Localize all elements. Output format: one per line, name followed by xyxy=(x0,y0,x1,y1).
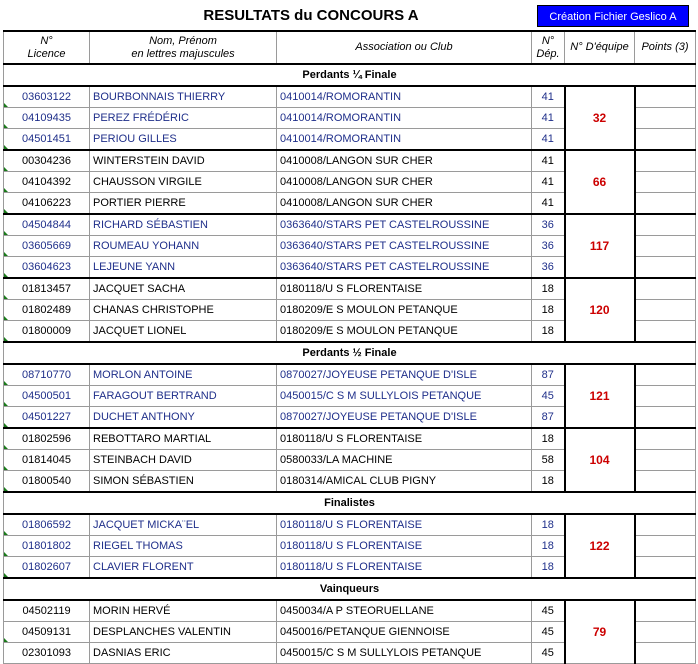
licence-cell[interactable] xyxy=(4,86,90,108)
points-cell[interactable] xyxy=(635,257,696,279)
points-cell[interactable] xyxy=(635,214,696,236)
cell-comment-marker-icon xyxy=(4,231,8,235)
licence-cell[interactable] xyxy=(4,129,90,151)
licence-value: 03603122 xyxy=(22,91,71,103)
club-cell[interactable]: 0180118/U S FLORENTAISE xyxy=(277,428,532,450)
player-name-cell[interactable]: DESPLANCHES VALENTIN xyxy=(90,622,277,643)
dep-cell[interactable]: 41 xyxy=(532,86,565,108)
licence-value: 04501451 xyxy=(22,133,71,145)
licence-cell[interactable] xyxy=(4,600,90,622)
points-cell[interactable] xyxy=(635,471,696,493)
points-cell[interactable] xyxy=(635,386,696,407)
licence-cell[interactable] xyxy=(4,193,90,215)
licence-value: 04509131 xyxy=(22,626,71,638)
player-name-cell[interactable]: JACQUET LIONEL xyxy=(90,321,277,343)
team-number-cell[interactable]: 117 xyxy=(565,214,635,278)
header-name xyxy=(90,31,277,64)
licence-cell[interactable] xyxy=(4,386,90,407)
points-cell[interactable] xyxy=(635,428,696,450)
club-cell[interactable]: 0410008/LANGON SUR CHER xyxy=(277,193,532,215)
player-name-cell[interactable]: STEINBACH DAVID xyxy=(90,450,277,471)
section-label: Perdants ¼ Finale xyxy=(4,64,696,86)
licence-cell[interactable] xyxy=(4,450,90,471)
licence-value: 04501227 xyxy=(22,411,71,423)
player-row xyxy=(4,364,696,386)
licence-value: 08710770 xyxy=(22,369,71,381)
licence-value: 00304236 xyxy=(22,155,71,167)
licence-value: 03604623 xyxy=(22,261,71,273)
dep-cell[interactable]: 41 xyxy=(532,172,565,193)
points-cell[interactable] xyxy=(635,364,696,386)
player-name-cell[interactable]: MORIN HERVÉ xyxy=(90,600,277,622)
points-cell[interactable] xyxy=(635,86,696,108)
licence-cell[interactable] xyxy=(4,428,90,450)
dep-cell[interactable]: 36 xyxy=(532,236,565,257)
licence-value: 01802489 xyxy=(22,304,71,316)
licence-cell[interactable] xyxy=(4,150,90,172)
licence-cell[interactable] xyxy=(4,236,90,257)
cell-comment-marker-icon xyxy=(4,423,8,427)
player-row xyxy=(4,514,696,536)
dep-cell[interactable]: 36 xyxy=(532,214,565,236)
header-dep-line2: Dép. xyxy=(536,47,560,60)
header-licence xyxy=(4,31,90,64)
dep-cell[interactable]: 18 xyxy=(532,557,565,579)
dep-cell[interactable]: 18 xyxy=(532,536,565,557)
points-cell[interactable] xyxy=(635,600,696,622)
club-cell[interactable]: 0180209/E S MOULON PETANQUE xyxy=(277,300,532,321)
team-number-cell[interactable]: 120 xyxy=(565,278,635,342)
licence-cell[interactable] xyxy=(4,257,90,279)
results-table xyxy=(3,30,696,664)
team-number-cell[interactable]: 104 xyxy=(565,428,635,492)
header-points: Points (3) xyxy=(635,31,696,64)
cell-comment-marker-icon xyxy=(4,381,8,385)
section-label: Perdants ½ Finale xyxy=(4,342,696,364)
points-cell[interactable] xyxy=(635,557,696,579)
player-name-cell[interactable]: CHAUSSON VIRGILE xyxy=(90,172,277,193)
licence-value: 01814045 xyxy=(22,454,71,466)
player-name-cell[interactable]: RICHARD SÉBASTIEN xyxy=(90,214,277,236)
section-header-row xyxy=(4,578,696,600)
licence-value: 02301093 xyxy=(22,647,71,659)
licence-cell[interactable] xyxy=(4,471,90,493)
licence-value: 01802607 xyxy=(22,561,71,573)
cell-comment-marker-icon xyxy=(4,316,8,320)
points-cell[interactable] xyxy=(635,536,696,557)
header-team: N° D'équipe xyxy=(565,31,635,64)
results-body xyxy=(4,64,696,664)
licence-cell[interactable] xyxy=(4,278,90,300)
dep-cell[interactable]: 41 xyxy=(532,150,565,172)
points-cell[interactable] xyxy=(635,407,696,429)
team-number-cell[interactable]: 79 xyxy=(565,600,635,664)
licence-value: 01800009 xyxy=(22,325,71,337)
dep-cell[interactable]: 18 xyxy=(532,428,565,450)
cell-comment-marker-icon xyxy=(4,167,8,171)
licence-cell[interactable] xyxy=(4,407,90,429)
club-cell[interactable]: 0450016/PETANQUE GIENNOISE xyxy=(277,622,532,643)
player-name-cell[interactable]: CHANAS CHRISTOPHE xyxy=(90,300,277,321)
header-dep xyxy=(532,31,565,64)
player-name-cell[interactable]: CLAVIER FLORENT xyxy=(90,557,277,579)
player-name-cell[interactable]: WINTERSTEIN DAVID xyxy=(90,150,277,172)
cell-comment-marker-icon xyxy=(4,188,8,192)
club-cell[interactable]: 0180118/U S FLORENTAISE xyxy=(277,557,532,579)
club-cell[interactable]: 0410008/LANGON SUR CHER xyxy=(277,150,532,172)
licence-value: 03605669 xyxy=(22,240,71,252)
licence-cell[interactable] xyxy=(4,364,90,386)
section-header-row xyxy=(4,492,696,514)
cell-comment-marker-icon xyxy=(4,638,8,642)
player-name-cell[interactable]: MORLON ANTOINE xyxy=(90,364,277,386)
licence-value: 04106223 xyxy=(22,197,71,209)
licence-cell[interactable] xyxy=(4,300,90,321)
cell-comment-marker-icon xyxy=(4,573,8,577)
points-cell[interactable] xyxy=(635,150,696,172)
licence-value: 04502119 xyxy=(22,605,71,617)
points-cell[interactable] xyxy=(635,450,696,471)
player-row xyxy=(4,86,696,108)
points-cell[interactable] xyxy=(635,278,696,300)
player-row xyxy=(4,214,696,236)
dep-cell[interactable]: 41 xyxy=(532,129,565,151)
player-name-cell[interactable]: PORTIER PIERRE xyxy=(90,193,277,215)
cell-comment-marker-icon xyxy=(4,124,8,128)
player-name-cell[interactable]: ROUMEAU YOHANN xyxy=(90,236,277,257)
licence-cell[interactable] xyxy=(4,536,90,557)
player-name-cell[interactable]: REBOTTARO MARTIAL xyxy=(90,428,277,450)
licence-cell[interactable] xyxy=(4,514,90,536)
team-number-cell[interactable]: 66 xyxy=(565,150,635,214)
club-cell[interactable]: 0410014/ROMORANTIN xyxy=(277,108,532,129)
dep-cell[interactable]: 41 xyxy=(532,193,565,215)
licence-cell[interactable] xyxy=(4,214,90,236)
points-cell[interactable] xyxy=(635,193,696,215)
club-cell[interactable]: 0180209/E S MOULON PETANQUE xyxy=(277,321,532,343)
team-number-cell[interactable]: 121 xyxy=(565,364,635,428)
licence-cell[interactable] xyxy=(4,321,90,343)
team-number-cell[interactable]: 122 xyxy=(565,514,635,578)
dep-cell[interactable]: 18 xyxy=(532,278,565,300)
dep-cell[interactable]: 45 xyxy=(532,600,565,622)
club-cell[interactable]: 0180118/U S FLORENTAISE xyxy=(277,514,532,536)
licence-value: 04109435 xyxy=(22,112,71,124)
club-cell[interactable]: 0450034/A P STEORUELLANE xyxy=(277,600,532,622)
player-name-cell[interactable]: RIEGEL THOMAS xyxy=(90,536,277,557)
points-cell[interactable] xyxy=(635,300,696,321)
cell-comment-marker-icon xyxy=(4,273,8,277)
licence-cell[interactable] xyxy=(4,172,90,193)
player-name-cell[interactable]: PERIOU GILLES xyxy=(90,129,277,151)
licence-value: 01806592 xyxy=(22,519,71,531)
dep-cell[interactable]: 18 xyxy=(532,321,565,343)
header-licence-line1: N° xyxy=(40,34,53,47)
dep-cell[interactable]: 87 xyxy=(532,407,565,429)
cell-comment-marker-icon xyxy=(4,402,8,406)
player-name-cell[interactable]: BOURBONNAIS THIERRY xyxy=(90,86,277,108)
dep-cell[interactable]: 58 xyxy=(532,450,565,471)
section-label: Finalistes xyxy=(4,492,696,514)
dep-cell[interactable]: 36 xyxy=(532,257,565,279)
club-cell[interactable]: 0450015/C S M SULLYLOIS PETANQUE xyxy=(277,643,532,664)
cell-comment-marker-icon xyxy=(4,295,8,299)
cell-comment-marker-icon xyxy=(4,209,8,213)
dep-cell[interactable]: 18 xyxy=(532,471,565,493)
licence-value: 04500501 xyxy=(22,390,71,402)
club-cell[interactable]: 0363640/STARS PET CASTELROUSSINE xyxy=(277,214,532,236)
points-cell[interactable] xyxy=(635,643,696,664)
player-name-cell[interactable]: DUCHET ANTHONY xyxy=(90,407,277,429)
club-cell[interactable]: 0180314/AMICAL CLUB PIGNY xyxy=(277,471,532,493)
cell-comment-marker-icon xyxy=(4,531,8,535)
dep-cell[interactable]: 45 xyxy=(532,386,565,407)
section-header-row xyxy=(4,342,696,364)
create-geslico-file-button[interactable]: Création Fichier Geslico A xyxy=(537,5,689,27)
player-name-cell[interactable]: DASNIAS ERIC xyxy=(90,643,277,664)
dep-cell[interactable]: 41 xyxy=(532,108,565,129)
points-cell[interactable] xyxy=(635,514,696,536)
header-dep-line1: N° xyxy=(541,34,555,47)
licence-cell[interactable] xyxy=(4,643,90,664)
player-name-cell[interactable]: JACQUET MICKA¨EL xyxy=(90,514,277,536)
licence-cell[interactable] xyxy=(4,108,90,129)
licence-value: 01800540 xyxy=(22,475,71,487)
cell-comment-marker-icon xyxy=(4,145,8,149)
club-cell[interactable]: 0870027/JOYEUSE PETANQUE D'ISLE xyxy=(277,364,532,386)
club-cell[interactable]: 0450015/C S M SULLYLOIS PETANQUE xyxy=(277,386,532,407)
licence-value: 04504844 xyxy=(22,219,71,231)
points-cell[interactable] xyxy=(635,321,696,343)
player-name-cell[interactable]: SIMON SÉBASTIEN xyxy=(90,471,277,493)
player-name-cell[interactable]: PEREZ FRÉDÉRIC xyxy=(90,108,277,129)
club-cell[interactable]: 0180118/U S FLORENTAISE xyxy=(277,278,532,300)
page-title: RESULTATS du CONCOURS A xyxy=(203,7,419,24)
cell-comment-marker-icon xyxy=(4,445,8,449)
points-cell[interactable] xyxy=(635,622,696,643)
club-cell[interactable]: 0870027/JOYEUSE PETANQUE D'ISLE xyxy=(277,407,532,429)
licence-value: 01813457 xyxy=(22,283,71,295)
club-cell[interactable]: 0180118/U S FLORENTAISE xyxy=(277,536,532,557)
dep-cell[interactable]: 18 xyxy=(532,300,565,321)
club-cell[interactable]: 0580033/LA MACHINE xyxy=(277,450,532,471)
club-cell[interactable]: 0410014/ROMORANTIN xyxy=(277,129,532,151)
header-club: Association ou Club xyxy=(277,31,532,64)
points-cell[interactable] xyxy=(635,172,696,193)
licence-cell[interactable] xyxy=(4,557,90,579)
cell-comment-marker-icon xyxy=(4,337,8,341)
cell-comment-marker-icon xyxy=(4,103,8,107)
licence-cell[interactable] xyxy=(4,622,90,643)
cell-comment-marker-icon xyxy=(4,466,8,470)
cell-comment-marker-icon xyxy=(4,552,8,556)
cell-comment-marker-icon xyxy=(4,487,8,491)
section-label: Vainqueurs xyxy=(4,578,696,600)
dep-cell[interactable]: 45 xyxy=(532,622,565,643)
cell-comment-marker-icon xyxy=(4,252,8,256)
points-cell[interactable] xyxy=(635,236,696,257)
header-row xyxy=(4,31,696,64)
points-cell[interactable] xyxy=(635,108,696,129)
licence-value: 01801802 xyxy=(22,540,71,552)
licence-value: 04104392 xyxy=(22,176,71,188)
player-row xyxy=(4,150,696,172)
club-cell[interactable]: 0410008/LANGON SUR CHER xyxy=(277,172,532,193)
player-row xyxy=(4,278,696,300)
header-name-line1: Nom, Prénom xyxy=(149,34,217,47)
player-name-cell[interactable]: JACQUET SACHA xyxy=(90,278,277,300)
player-row xyxy=(4,428,696,450)
header-licence-line2: Licence xyxy=(27,47,66,60)
section-header-row xyxy=(4,64,696,86)
club-cell[interactable]: 0363640/STARS PET CASTELROUSSINE xyxy=(277,236,532,257)
dep-cell[interactable]: 45 xyxy=(532,643,565,664)
team-number-cell[interactable]: 32 xyxy=(565,86,635,150)
player-name-cell[interactable]: FARAGOUT BERTRAND xyxy=(90,386,277,407)
club-cell[interactable]: 0363640/STARS PET CASTELROUSSINE xyxy=(277,257,532,279)
dep-cell[interactable]: 18 xyxy=(532,514,565,536)
player-name-cell[interactable]: LEJEUNE YANN xyxy=(90,257,277,279)
player-row xyxy=(4,600,696,622)
club-cell[interactable]: 0410014/ROMORANTIN xyxy=(277,86,532,108)
licence-value: 01802596 xyxy=(22,433,71,445)
points-cell[interactable] xyxy=(635,129,696,151)
header-name-line2: en lettres majuscules xyxy=(131,47,235,60)
dep-cell[interactable]: 87 xyxy=(532,364,565,386)
